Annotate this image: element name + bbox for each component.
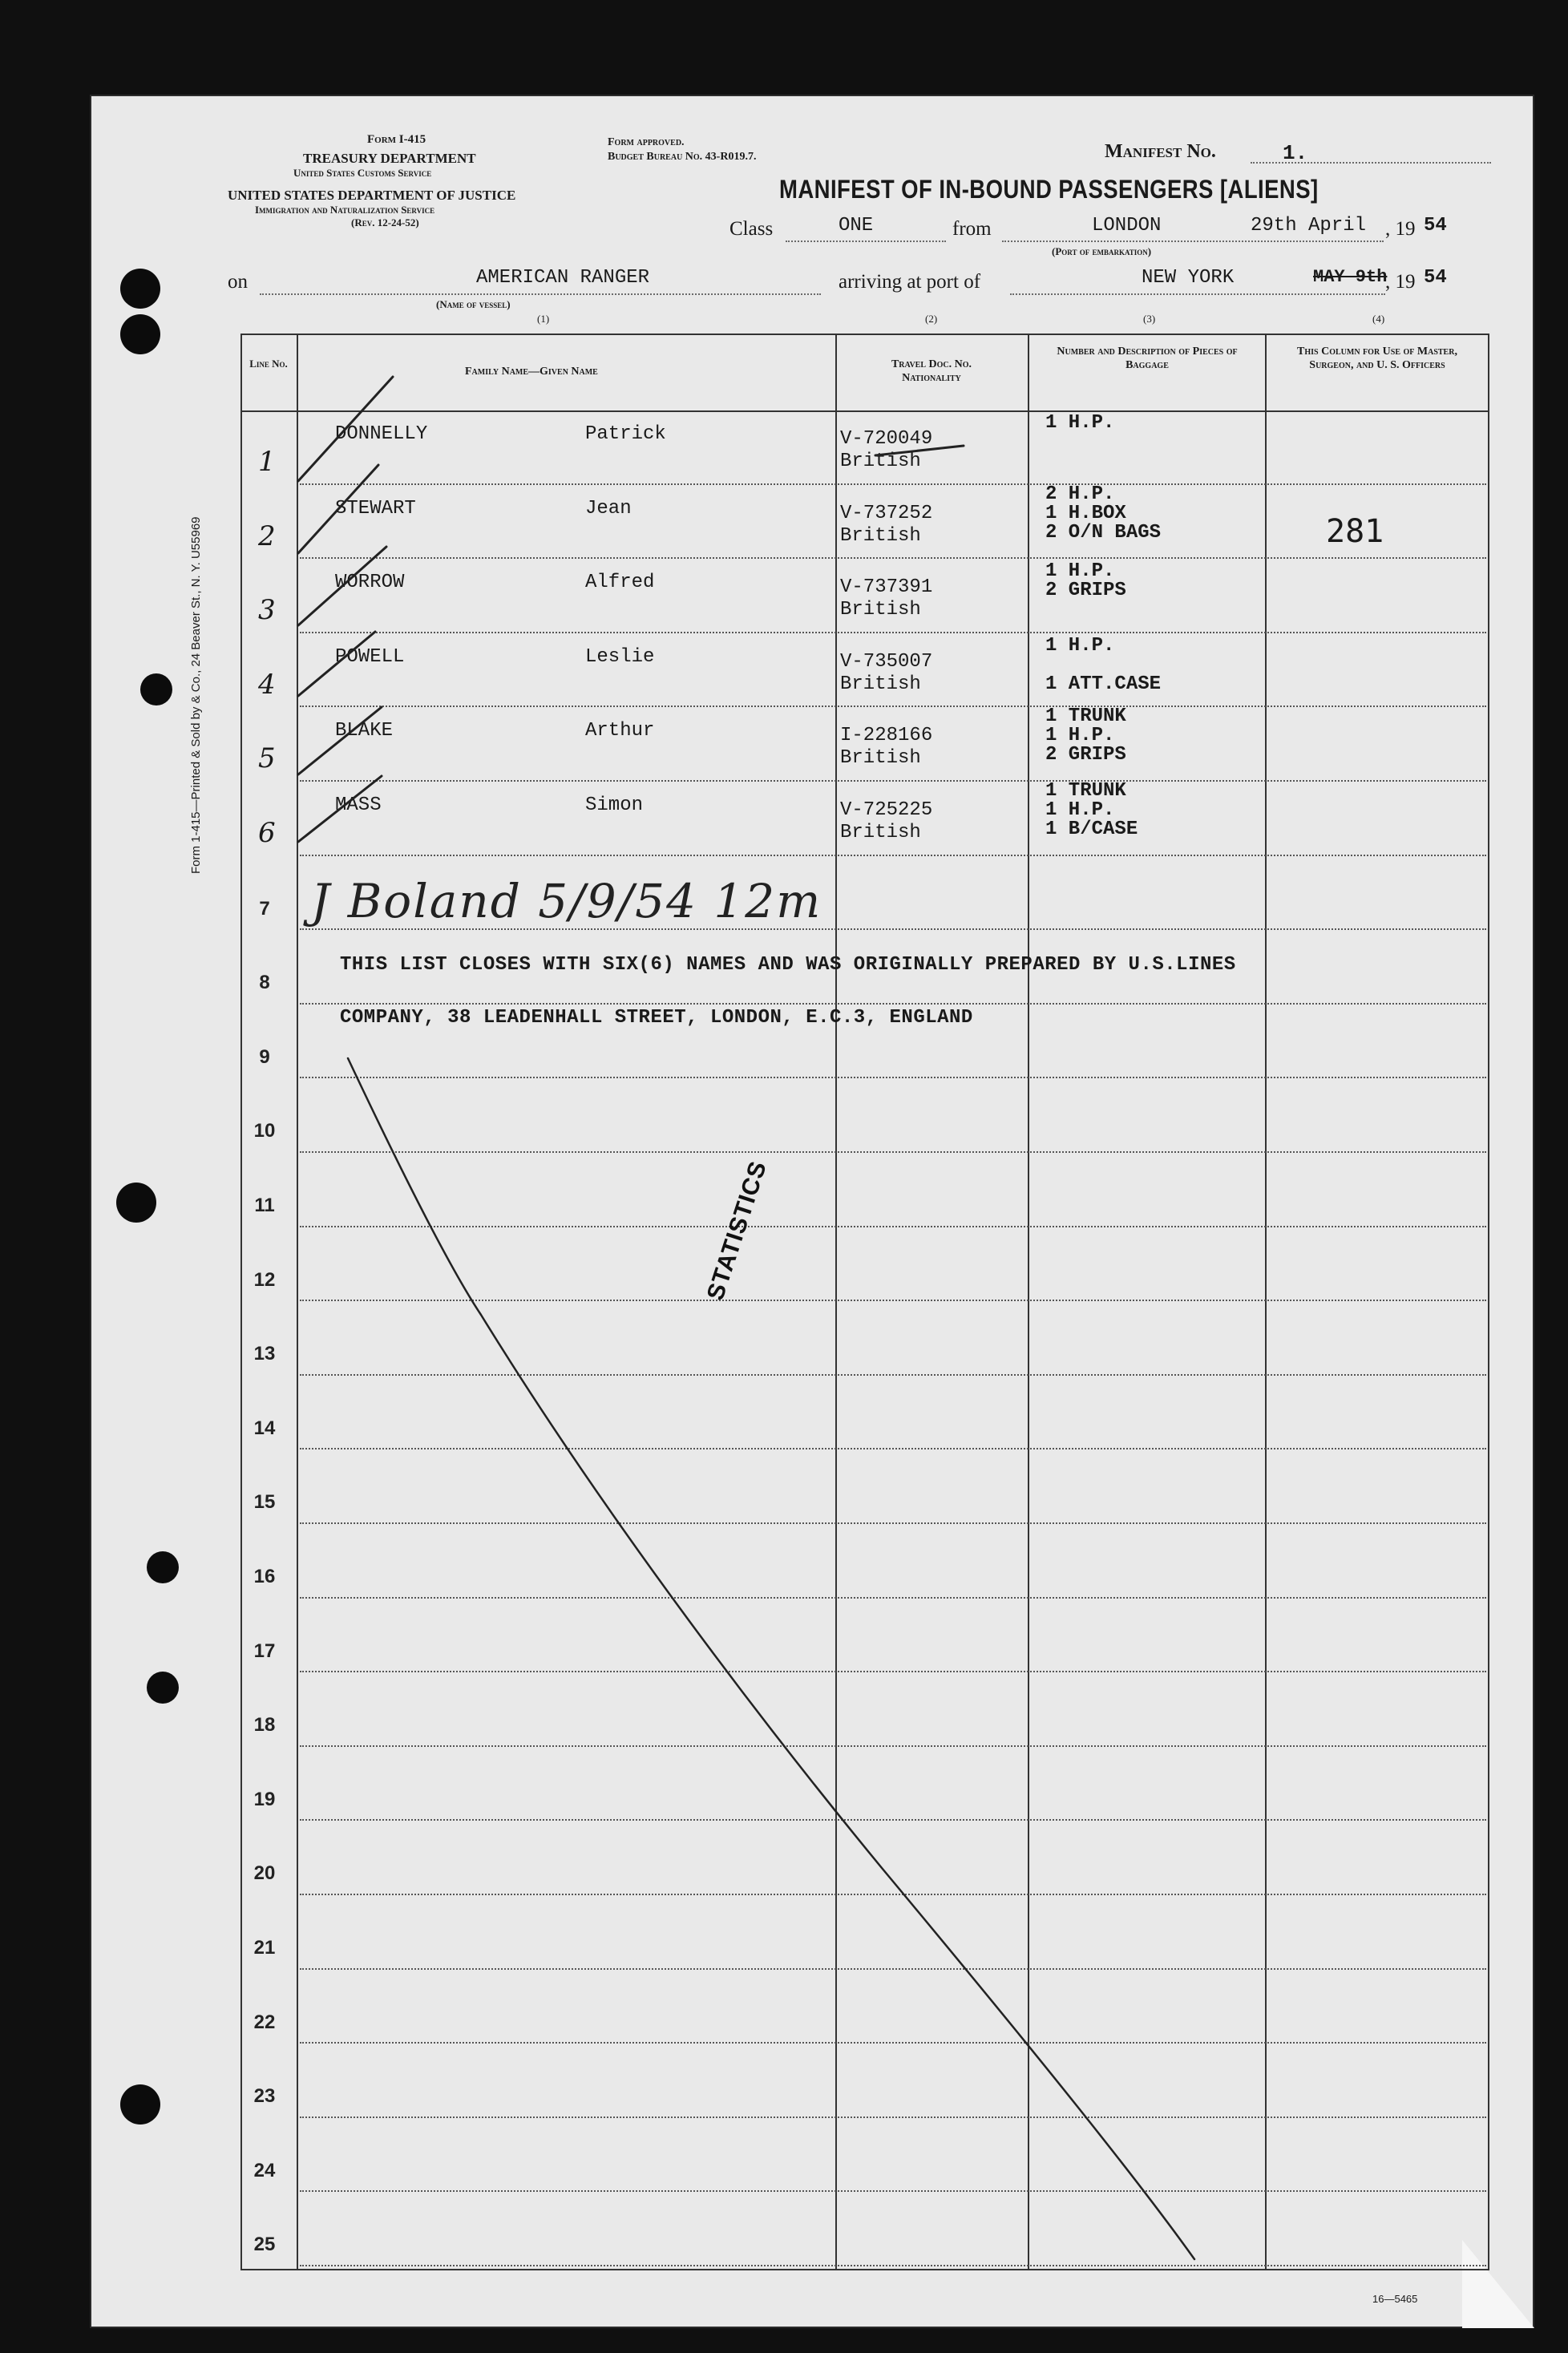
line-number: 22 [253, 2011, 276, 2033]
closing-statement-line2: COMPANY, 38 LEADENHALL STREET, LONDON, E.C.3, ENGLAND [340, 1007, 973, 1029]
line-number: 7 [259, 897, 270, 920]
passenger-baggage-item: 1 B/CASE [1045, 819, 1138, 840]
passenger-nationality: British [840, 524, 921, 547]
passenger-given-name: Arthur [585, 720, 655, 742]
passenger-mark: 5 [258, 742, 276, 775]
passenger-doc-no: V-737252 [840, 502, 933, 524]
vessel-name: AMERICAN RANGER [476, 267, 650, 289]
year2-prefix: , 19 [1385, 271, 1416, 293]
passenger-baggage-item: 2 O/N BAGS [1045, 521, 1162, 544]
passenger-given-name: Alfred [585, 572, 655, 594]
customs-service: United States Customs Service [293, 167, 432, 179]
line-number: 23 [253, 2085, 276, 2108]
line-number: 24 [253, 2159, 276, 2181]
passenger-mark: 1 [258, 446, 276, 478]
officer-note: 281 [1326, 513, 1384, 550]
passenger-baggage-item: 2 GRIPS [1045, 580, 1126, 602]
arrival-date: MAY 9th [1313, 267, 1388, 287]
passenger-mark: 2 [258, 520, 276, 552]
printer-credit: Form 1-415—Printed & Sold by & Co., 24 Beaver St., N. Y. U55969 [189, 516, 203, 874]
passenger-nationality: British [840, 599, 921, 621]
line-number: 13 [253, 1343, 276, 1365]
embark-date: 29th April [1251, 215, 1367, 237]
from-value: LONDON [1092, 215, 1162, 237]
class-value: ONE [839, 215, 874, 237]
closing-statement-line1: THIS LIST CLOSES WITH SIX(6) NAMES AND WAS ORIGINALLY PREPARED BY U.S.LINES [340, 954, 1236, 976]
port-embark-caption: (Port of embarkation) [1052, 245, 1152, 257]
passenger-nationality: British [840, 673, 921, 695]
passenger-doc-no: V-720049 [840, 428, 933, 450]
passenger-family-name: BLAKE [335, 720, 394, 742]
col-num-3: (3) [1143, 313, 1156, 325]
passenger-nationality: British [840, 451, 921, 472]
statistics-stamp: STATISTICS [701, 1158, 773, 1304]
on-label: on [228, 271, 248, 293]
passenger-doc-no: I-228166 [840, 725, 933, 747]
col-num-1: (1) [537, 313, 550, 325]
line-number: 10 [253, 1120, 276, 1142]
passenger-family-name: MASS [335, 794, 382, 816]
line-number: 21 [253, 1937, 276, 1959]
inspector-signature: J Boland 5/9/54 12m [311, 874, 822, 928]
col-header-name: Family Name—Given Name [465, 366, 598, 378]
passenger-baggage-item: 1 TRUNK [1045, 705, 1126, 728]
passenger-given-name: Patrick [585, 423, 666, 445]
col-header-line-no: Line No. [249, 358, 288, 370]
arriving-label: arriving at port of [839, 271, 981, 293]
justice-dept: UNITED STATES DEPARTMENT OF JUSTICE [228, 188, 516, 203]
passenger-baggage-item: 1 H.P. [1045, 725, 1115, 747]
passenger-given-name: Simon [585, 794, 644, 816]
form-approved: Form approved. [608, 136, 685, 148]
col-header-travel-doc: Travel Doc. No. Nationality [891, 358, 972, 384]
budget-bureau: Budget Bureau No. 43-R019.7. [608, 151, 757, 163]
manifest-number: 1. [1283, 141, 1308, 165]
passenger-family-name: POWELL [335, 645, 405, 668]
passenger-mark: 4 [258, 668, 276, 701]
line-number: 20 [253, 1862, 276, 1885]
passenger-given-name: Jean [585, 497, 632, 520]
line-number: 19 [253, 1788, 276, 1810]
arrival-port: NEW YORK [1142, 267, 1235, 289]
passenger-doc-no: V-737391 [840, 576, 933, 599]
passenger-baggage-item: 2 GRIPS [1045, 744, 1126, 766]
class-label: Class [729, 218, 774, 240]
vessel-caption: (Name of vessel) [436, 298, 511, 310]
line-number: 25 [253, 2234, 276, 2256]
manifest-title: MANIFEST OF IN-BOUND PASSENGERS [ALIENS] [779, 175, 1319, 204]
line-number: 9 [259, 1045, 270, 1068]
year-prefix: , 19 [1385, 218, 1416, 240]
col-header-officers: This Column for Use of Master, Surgeon, and U. S. Officers [1297, 346, 1457, 371]
line-number: 15 [253, 1491, 276, 1514]
footer-code: 16—5465 [1372, 2293, 1418, 2305]
passenger-baggage-item: 1 TRUNK [1045, 780, 1126, 802]
passenger-baggage-item: 1 H.P. [1045, 560, 1115, 583]
form-id: Form I-415 [367, 133, 426, 146]
passenger-doc-no: V-725225 [840, 799, 933, 821]
line-number: 8 [259, 972, 270, 994]
col-num-2: (2) [925, 313, 938, 325]
line-number: 18 [253, 1714, 276, 1736]
line-number: 11 [254, 1195, 275, 1216]
passenger-nationality: British [840, 747, 921, 770]
passenger-family-name: STEWART [335, 497, 416, 520]
passenger-mark: 3 [258, 594, 276, 627]
line-number: 16 [253, 1566, 276, 1587]
passenger-given-name: Leslie [585, 645, 655, 668]
passenger-baggage-item: 2 H.P. [1045, 483, 1115, 505]
col-num-4: (4) [1372, 313, 1385, 325]
manifest-no-label: Manifest No. [1105, 141, 1216, 162]
passenger-family-name: WORROW [335, 572, 405, 594]
year2-value: 54 [1424, 267, 1447, 289]
passenger-mark: 6 [258, 817, 276, 849]
line-number: 12 [253, 1268, 276, 1291]
line-number: 14 [253, 1417, 276, 1439]
ins-service: Immigration and Naturalization Service [255, 204, 435, 216]
passenger-doc-no: V-735007 [840, 650, 933, 673]
passenger-baggage-item: 1 H.BOX [1045, 502, 1126, 524]
from-label: from [952, 218, 992, 240]
treasury-dept: TREASURY DEPARTMENT [303, 151, 476, 166]
rev-date: (Rev. 12-24-52) [351, 216, 419, 228]
year-value: 54 [1424, 215, 1447, 237]
passenger-baggage-item: 1 ATT.CASE [1045, 673, 1162, 695]
passenger-baggage-item: 1 H.P. [1045, 799, 1115, 821]
col-header-baggage: Number and Description of Pieces of Baggage [1057, 346, 1238, 371]
passenger-baggage-item: 1 H.P. [1045, 634, 1115, 657]
passenger-baggage-item: 1 H.P. [1045, 412, 1115, 434]
passenger-family-name: DONNELLY [335, 423, 428, 445]
passenger-nationality: British [840, 822, 921, 843]
line-number: 17 [253, 1639, 276, 1662]
